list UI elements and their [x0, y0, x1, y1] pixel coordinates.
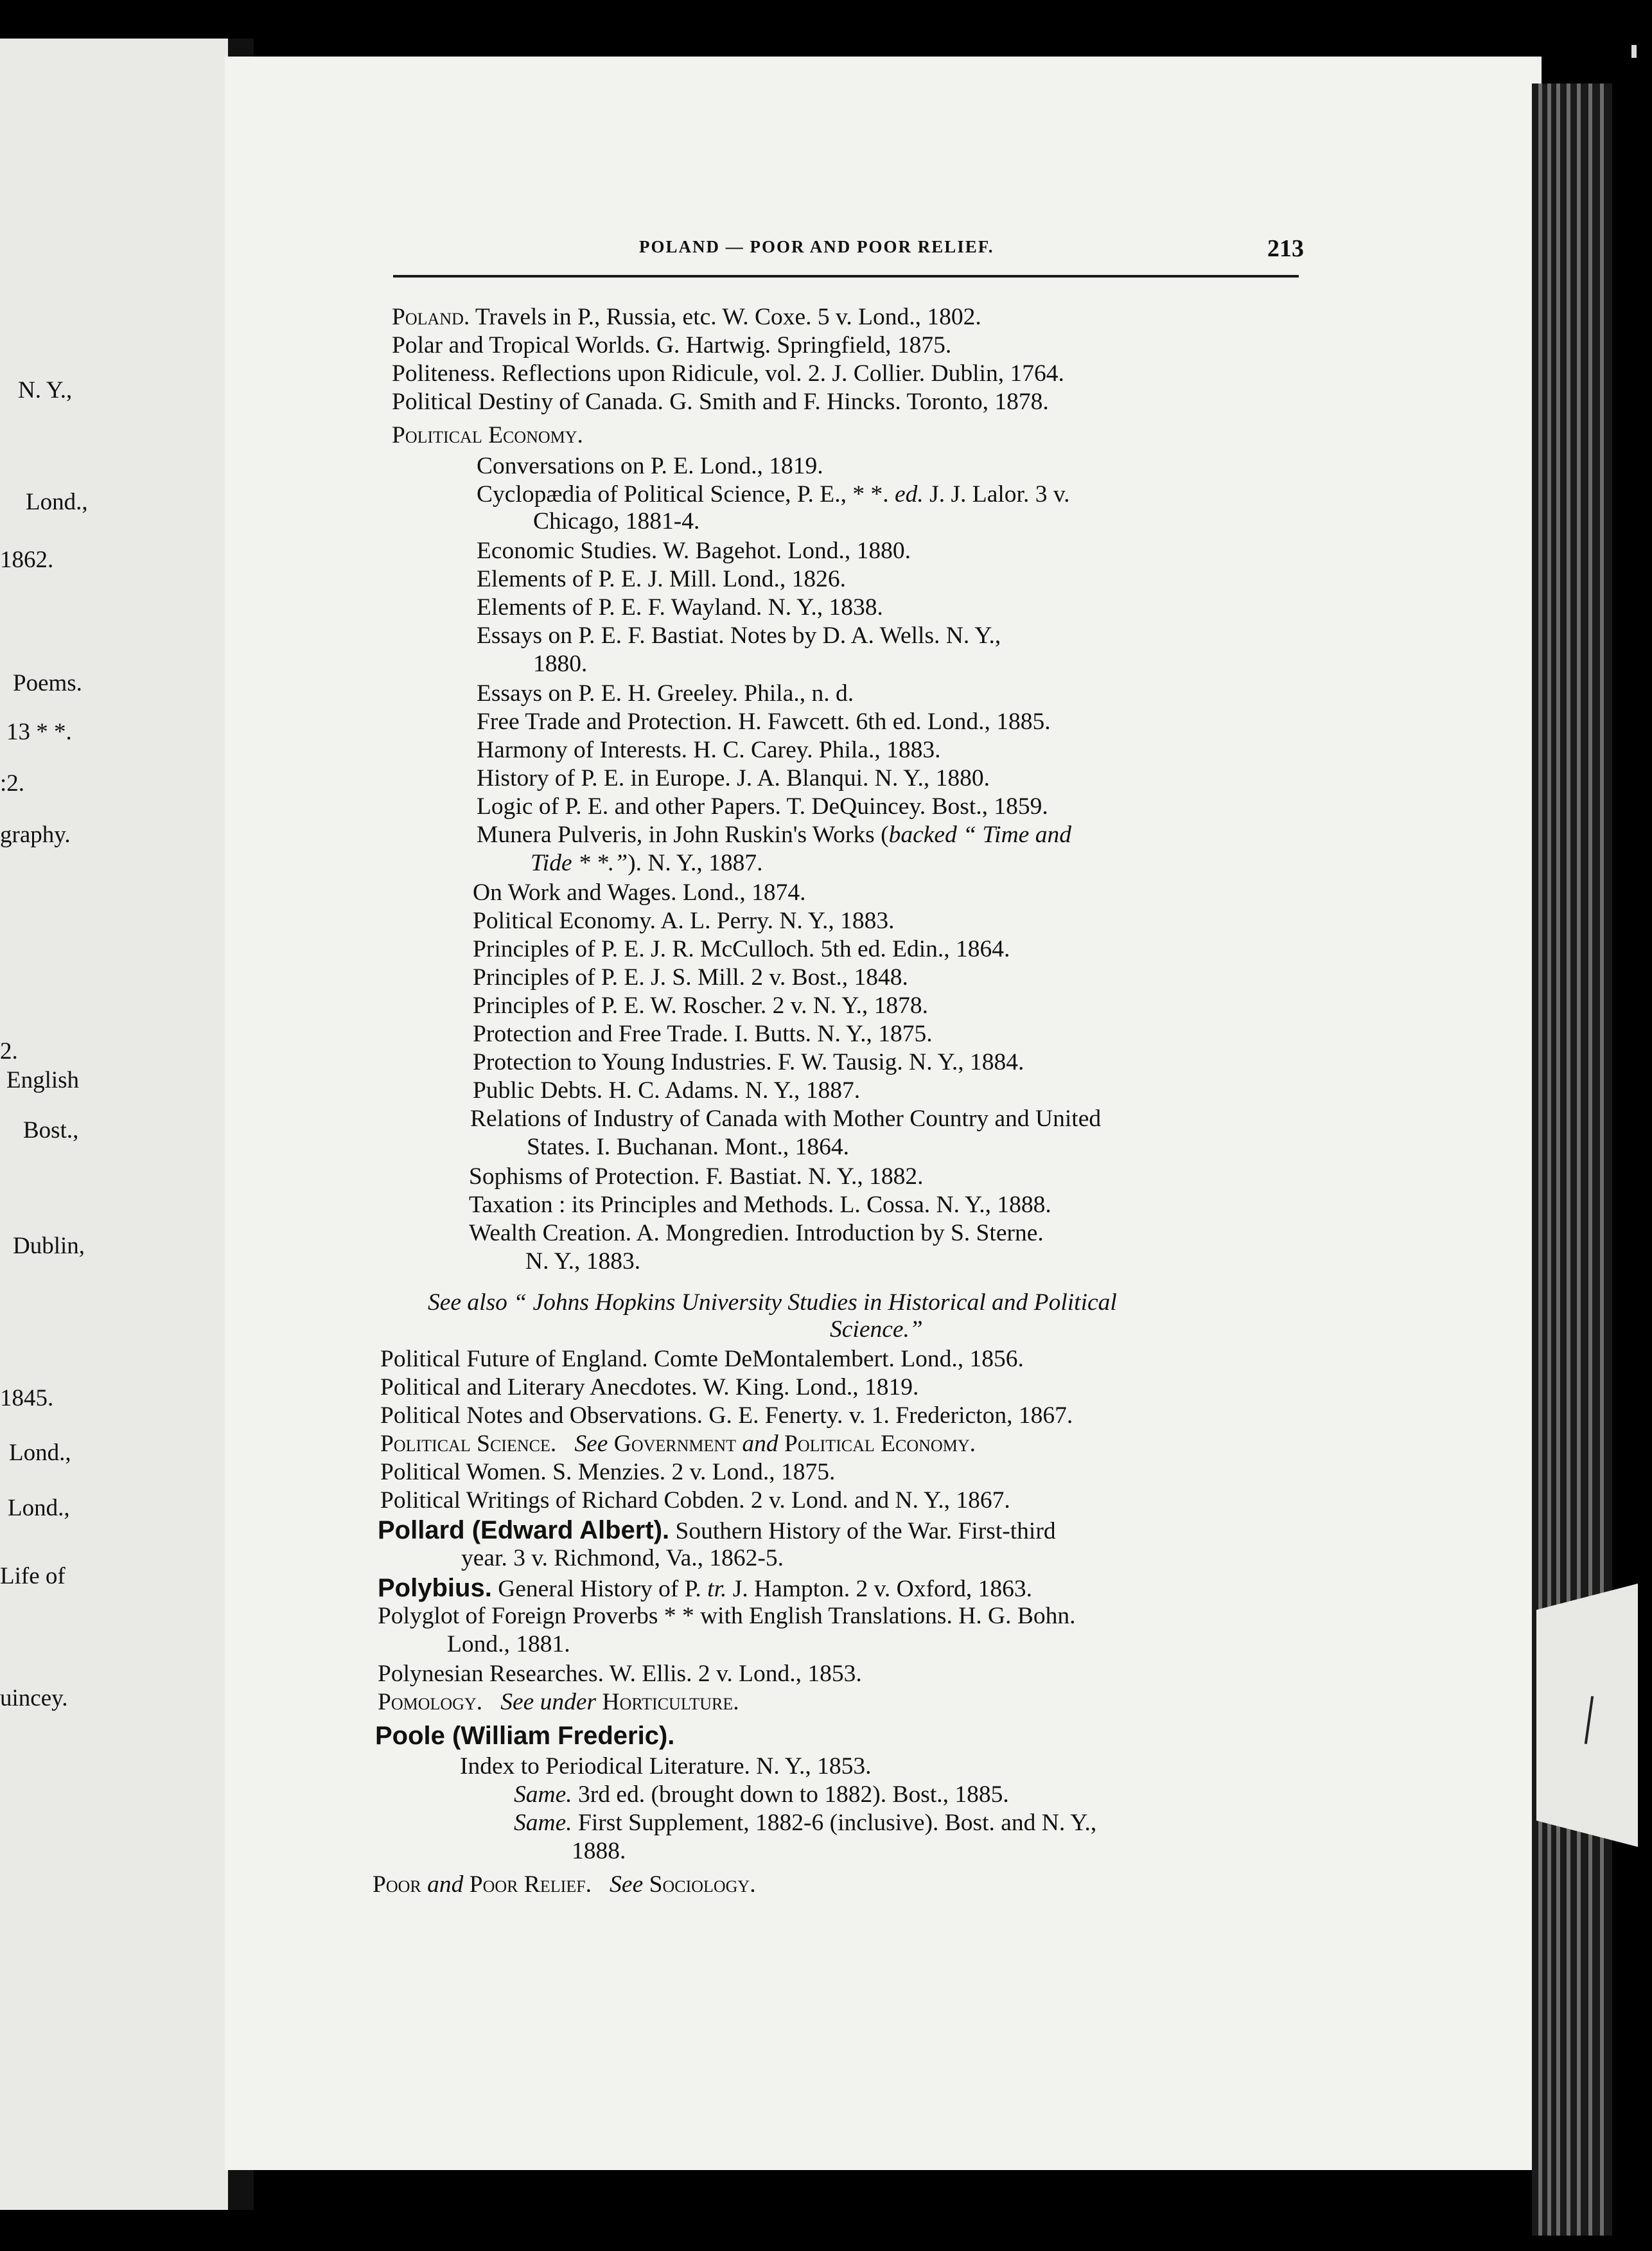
index-entry: Polyglot of Foreign Proverbs * * with English Translations. H. G. Bohn.	[378, 1603, 1076, 1629]
see-also-note: See also “ Johns Hopkins University Studies in Historical and Political	[428, 1289, 1117, 1316]
index-entry: Economic Studies. W. Bagehot. Lond., 1880.	[477, 538, 911, 564]
index-entry: Harmony of Interests. H. C. Carey. Phila., 1883.	[477, 737, 941, 763]
left-fragment: Bost.,	[23, 1117, 79, 1143]
index-entry: Public Debts. H. C. Adams. N. Y., 1887.	[473, 1077, 861, 1104]
index-entry: Protection to Young Industries. F. W. Tausig. N. Y., 1884.	[473, 1049, 1024, 1075]
header-rule	[393, 275, 1299, 278]
index-entry: Conversations on P. E. Lond., 1819.	[477, 453, 823, 479]
index-entry: Principles of P. E. W. Roscher. 2 v. N. Y., 1878.	[473, 993, 929, 1019]
left-fragment: uincey.	[0, 1685, 68, 1711]
index-entry: Political and Literary Anecdotes. W. King. Lond., 1819.	[380, 1374, 919, 1400]
running-header	[389, 234, 1304, 267]
index-entry: Chicago, 1881-4.	[533, 508, 700, 534]
left-fragment: Poems.	[13, 670, 82, 696]
left-fragment: 2.	[0, 1038, 18, 1064]
index-entry: Munera Pulveris, in John Ruskin's Works (backed “ Time and	[477, 822, 1071, 848]
index-entry: Poland. Travels in P., Russia, etc. W. Coxe. 5 v. Lond., 1802.	[392, 304, 981, 330]
left-fragment: N. Y.,	[18, 377, 73, 403]
index-entry: States. I. Buchanan. Mont., 1864.	[527, 1134, 850, 1160]
left-fragment: 1845.	[0, 1385, 54, 1411]
index-entry: Principles of P. E. J. R. McCulloch. 5th ed. Edin., 1864.	[473, 936, 1010, 962]
index-entry: Pomology. See under Horticulture.	[378, 1689, 739, 1715]
index-entry: 1880.	[533, 651, 588, 677]
left-fragment: Life of	[0, 1563, 66, 1589]
index-entry: Tide * *.”). N. Y., 1887.	[531, 850, 763, 876]
left-page-fragment	[0, 39, 228, 2210]
index-entry: Same. First Supplement, 1882-6 (inclusive). Bost. and N. Y.,	[514, 1810, 1097, 1836]
index-entry: Sophisms of Protection. F. Bastiat. N. Y., 1882.	[469, 1163, 924, 1190]
left-fragment: English	[6, 1067, 80, 1093]
index-entry: Logic of P. E. and other Papers. T. DeQuincey. Bost., 1859.	[477, 793, 1048, 820]
index-entry: Cyclopædia of Political Science, P. E., * *. ed. J. J. Lalor. 3 v.	[477, 481, 1070, 508]
index-entry: Polybius. General History of P. tr. J. Hampton. 2 v. Oxford, 1863.	[378, 1574, 1033, 1602]
index-entry: Lond., 1881.	[447, 1631, 570, 1657]
index-entry: On Work and Wages. Lond., 1874.	[473, 879, 806, 906]
section-heading: Political Economy.	[392, 422, 583, 448]
index-entry: Political Destiny of Canada. G. Smith and F. Hincks. Toronto, 1878.	[392, 389, 1049, 415]
index-entry: History of P. E. in Europe. J. A. Blanqui. N. Y., 1880.	[477, 765, 990, 791]
index-entry: Essays on P. E. F. Bastiat. Notes by D. A. Wells. N. Y.,	[477, 622, 1001, 649]
index-entry: Political Women. S. Menzies. 2 v. Lond., 1875.	[380, 1459, 836, 1485]
index-entry: Essays on P. E. H. Greeley. Phila., n. d.	[477, 680, 854, 707]
index-entry: Polynesian Researches. W. Ellis. 2 v. Lond., 1853.	[378, 1661, 862, 1687]
left-fragment: Lond.,	[9, 1440, 71, 1466]
index-entry: Political Future of England. Comte DeMontalembert. Lond., 1856.	[380, 1346, 1024, 1372]
left-fragment: Dublin,	[13, 1233, 85, 1259]
see-also-note: Science.”	[830, 1316, 923, 1343]
index-entry: year. 3 v. Richmond, Va., 1862-5.	[461, 1545, 784, 1571]
left-fragment: 13 * *.	[6, 719, 72, 745]
index-entry: Protection and Free Trade. I. Butts. N. Y., 1875.	[473, 1021, 933, 1047]
page-number: 213	[1267, 235, 1304, 262]
author-heading: Poole (William Frederic).	[375, 1722, 675, 1750]
index-entry: Index to Periodical Literature. N. Y., 1853.	[460, 1753, 872, 1779]
index-entry: Political Writings of Richard Cobden. 2 v. Lond. and N. Y., 1867.	[380, 1487, 1010, 1514]
page-edges	[1532, 84, 1612, 2236]
left-fragment: :2.	[0, 770, 25, 797]
index-entry: Same. 3rd ed. (brought down to 1882). Bost., 1885.	[514, 1781, 1009, 1808]
index-entry: Political Notes and Observations. G. E. Fenerty. v. 1. Fredericton, 1867.	[380, 1402, 1073, 1429]
index-entry: Relations of Industry of Canada with Mother Country and United	[470, 1106, 1102, 1132]
index-entry: Pollard (Edward Albert). Southern History of the War. First-third	[378, 1516, 1056, 1544]
index-entry: Taxation : its Principles and Methods. L. Cossa. N. Y., 1888.	[469, 1192, 1051, 1218]
index-entry: Polar and Tropical Worlds. G. Hartwig. Springfield, 1875.	[392, 332, 952, 358]
index-entry: Political Science. See Government and Political Economy.	[380, 1431, 976, 1457]
running-title: POLAND — POOR AND POOR RELIEF.	[639, 237, 994, 256]
index-entry: Political Economy. A. L. Perry. N. Y., 1883.	[473, 908, 895, 934]
index-entry: Wealth Creation. A. Mongredien. Introduction by S. Sterne.	[469, 1220, 1044, 1246]
index-entry: Principles of P. E. J. S. Mill. 2 v. Bost., 1848.	[473, 964, 908, 991]
index-entry: Poor and Poor Relief. See Sociology.	[373, 1871, 756, 1898]
scan-mark	[1631, 45, 1637, 58]
index-entry: 1888.	[572, 1838, 626, 1864]
left-fragment: 1862.	[0, 547, 54, 573]
paper-slip	[1536, 1584, 1638, 1847]
index-entry: Elements of P. E. J. Mill. Lond., 1826.	[477, 566, 846, 592]
left-fragment: Lond.,	[8, 1495, 70, 1521]
index-entry: Free Trade and Protection. H. Fawcett. 6th ed. Lond., 1885.	[477, 709, 1051, 735]
index-entry: Elements of P. E. F. Wayland. N. Y., 1838.	[477, 594, 883, 621]
left-fragment: Lond.,	[26, 489, 88, 515]
left-fragment: graphy.	[0, 822, 71, 848]
index-entry: Politeness. Reflections upon Ridicule, vol. 2. J. Collier. Dublin, 1764.	[392, 360, 1064, 387]
index-entry: N. Y., 1883.	[525, 1248, 641, 1275]
